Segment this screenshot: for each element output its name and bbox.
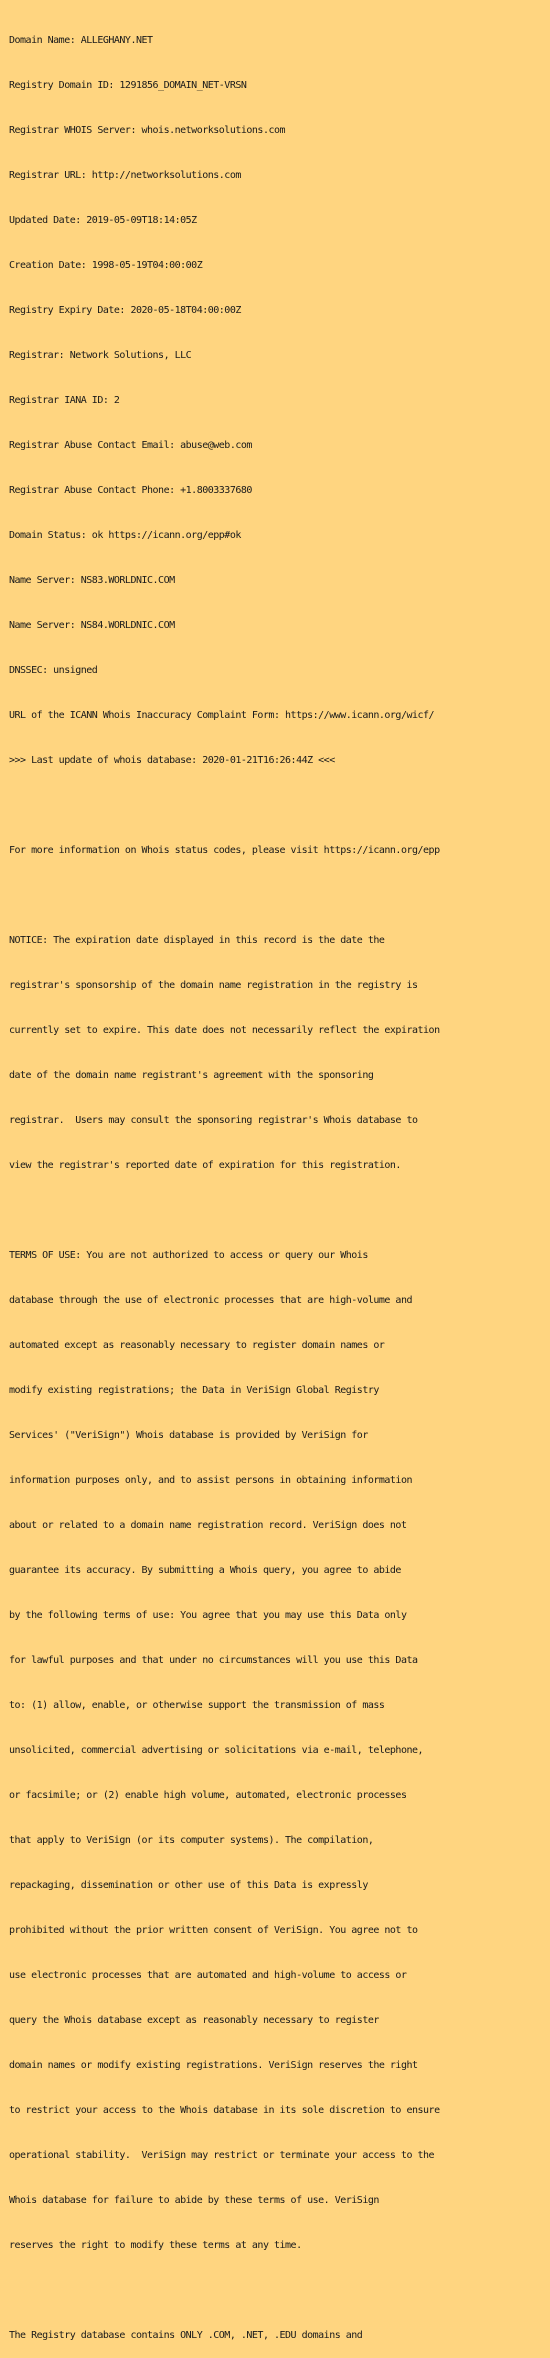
terms-line: domain names or modify existing registrations. VeriSign reserves the right	[9, 2060, 418, 2071]
terms-line: Services' ("VeriSign") Whois database is provided by VeriSign for	[9, 1430, 368, 1441]
whois-line-blank	[9, 888, 545, 903]
terms-line: reserves the right to modify these terms at any time.	[9, 2240, 302, 2251]
whois-line-registrar-whois-server: Registrar WHOIS Server: whois.networksolutions.com	[9, 125, 286, 136]
whois-line-domain-status: Domain Status: ok https://icann.org/epp#ok	[9, 530, 241, 541]
whois-line-blank	[9, 2283, 545, 2298]
whois-line-name-server-1: Name Server: NS83.WORLDNIC.COM	[9, 575, 175, 586]
terms-line: that apply to VeriSign (or its computer systems). The compilation,	[9, 1835, 374, 1846]
whois-line-registrar: Registrar: Network Solutions, LLC	[9, 350, 192, 361]
whois-line-blank	[9, 798, 545, 813]
whois-line-icann-complaint-url: URL of the ICANN Whois Inaccuracy Complaint Form: https://www.icann.org/wicf/	[9, 710, 435, 721]
whois-line-abuse-phone: Registrar Abuse Contact Phone: +1.8003337680	[9, 485, 252, 496]
whois-line-dnssec: DNSSEC: unsigned	[9, 665, 98, 676]
terms-line: about or related to a domain name registration record. VeriSign does not	[9, 1520, 407, 1531]
whois-line-registry-domain-id: Registry Domain ID: 1291856_DOMAIN_NET-VRSN	[9, 80, 247, 91]
whois-line-last-update: >>> Last update of whois database: 2020-01-21T16:26:44Z <<<	[9, 755, 335, 766]
terms-line: prohibited without the prior written consent of VeriSign. You agree not to	[9, 1925, 418, 1936]
whois-record	[9, 3, 545, 2358]
terms-line: guarantee its accuracy. By submitting a Whois query, you agree to abide	[9, 1565, 401, 1576]
whois-line-iana-id: Registrar IANA ID: 2	[9, 395, 120, 406]
terms-line: query the Whois database except as reasonably necessary to register	[9, 2015, 379, 2026]
whois-line-registrar-url: Registrar URL: http://networksolutions.com	[9, 170, 241, 181]
registry-info-line: The Registry database contains ONLY .COM, .NET, .EDU domains and	[9, 2330, 363, 2341]
terms-line: or facsimile; or (2) enable high volume, automated, electronic processes	[9, 1790, 407, 1801]
whois-line-expiry-date: Registry Expiry Date: 2020-05-18T04:00:00Z	[9, 305, 241, 316]
whois-line-name-server-2: Name Server: NS84.WORLDNIC.COM	[9, 620, 175, 631]
terms-line: for lawful purposes and that under no circumstances will you use this Data	[9, 1655, 418, 1666]
terms-line: Whois database for failure to abide by these terms of use. VeriSign	[9, 2195, 379, 2206]
notice-line: registrar's sponsorship of the domain name registration in the registry is	[9, 980, 418, 991]
whois-line-status-codes-info: For more information on Whois status codes, please visit https://icann.org/epp	[9, 845, 440, 856]
terms-line: repackaging, dissemination or other use of this Data is expressly	[9, 1880, 368, 1891]
terms-line: use electronic processes that are automated and high-volume to access or	[9, 1970, 407, 1981]
notice-line: view the registrar's reported date of expiration for this registration.	[9, 1160, 401, 1171]
terms-line: database through the use of electronic processes that are high-volume and	[9, 1295, 412, 1306]
whois-line-domain-name: Domain Name: ALLEGHANY.NET	[9, 35, 153, 46]
notice-line: registrar. Users may consult the sponsoring registrar's Whois database to	[9, 1115, 418, 1126]
notice-line: currently set to expire. This date does not necessarily reflect the expiration	[9, 1025, 440, 1036]
terms-line: to: (1) allow, enable, or otherwise support the transmission of mass	[9, 1700, 385, 1711]
terms-line: modify existing registrations; the Data in VeriSign Global Registry	[9, 1385, 379, 1396]
whois-line-blank	[9, 1203, 545, 1218]
terms-line: unsolicited, commercial advertising or solicitations via e-mail, telephone,	[9, 1745, 424, 1756]
whois-line-abuse-email: Registrar Abuse Contact Email: abuse@web.com	[9, 440, 252, 451]
notice-line: date of the domain name registrant's agreement with the sponsoring	[9, 1070, 374, 1081]
whois-line-creation-date: Creation Date: 1998-05-19T04:00:00Z	[9, 260, 203, 271]
terms-line: to restrict your access to the Whois database in its sole discretion to ensure	[9, 2105, 440, 2116]
terms-line: TERMS OF USE: You are not authorized to access or query our Whois	[9, 1250, 368, 1261]
whois-line-updated-date: Updated Date: 2019-05-09T18:14:05Z	[9, 215, 197, 226]
terms-line: information purposes only, and to assist persons in obtaining information	[9, 1475, 412, 1486]
terms-line: automated except as reasonably necessary to register domain names or	[9, 1340, 385, 1351]
notice-line: NOTICE: The expiration date displayed in this record is the date the	[9, 935, 385, 946]
terms-line: by the following terms of use: You agree that you may use this Data only	[9, 1610, 407, 1621]
terms-line: operational stability. VeriSign may restrict or terminate your access to the	[9, 2150, 435, 2161]
